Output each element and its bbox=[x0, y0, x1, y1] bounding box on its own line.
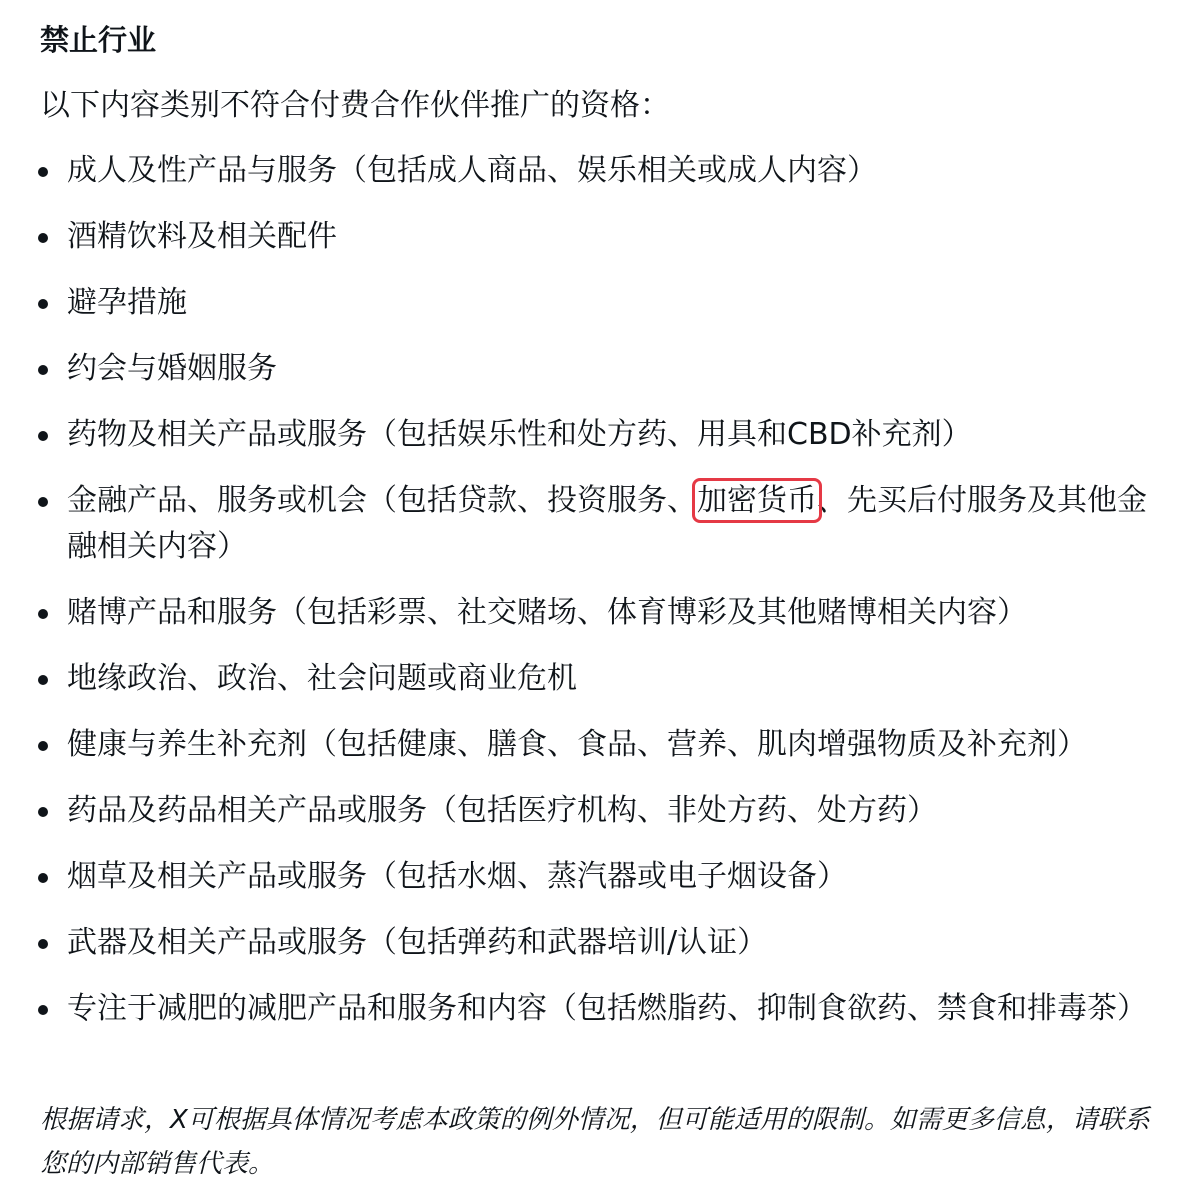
bullet-icon bbox=[38, 497, 48, 507]
list-item-text: 赌博产品和服务（包括彩票、社交赌场、体育博彩及其他赌博相关内容） bbox=[67, 595, 1027, 630]
bullet-icon bbox=[38, 431, 48, 441]
list-item bbox=[0, 214, 1200, 260]
list-item-text-after: 、先买后付服务及其他金融相关内容） bbox=[67, 483, 1147, 564]
list-item-text: 约会与婚姻服务 bbox=[67, 351, 277, 386]
list-item bbox=[0, 920, 1200, 966]
prohibited-industries-list bbox=[0, 148, 1200, 1052]
highlighted-crypto-text: 加密货币 bbox=[697, 483, 817, 518]
list-item bbox=[0, 722, 1200, 768]
list-item-text: 成人及性产品与服务（包括成人商品、娱乐相关或成人内容） bbox=[67, 153, 877, 188]
list-item bbox=[0, 148, 1200, 194]
bullet-icon bbox=[38, 167, 48, 177]
intro-text: 以下内容类别不符合付费合作伙伴推广的资格： bbox=[40, 88, 670, 123]
bullet-icon bbox=[38, 939, 48, 949]
bullet-icon bbox=[38, 807, 48, 817]
list-item-text: 酒精饮料及相关配件 bbox=[67, 219, 337, 254]
list-item-text: 药品及药品相关产品或服务（包括医疗机构、非处方药、处方药） bbox=[67, 793, 937, 828]
list-item bbox=[0, 656, 1200, 702]
bullet-icon bbox=[38, 233, 48, 243]
list-item bbox=[0, 854, 1200, 900]
bullet-icon bbox=[38, 873, 48, 883]
bullet-icon bbox=[38, 299, 48, 309]
list-item-text: 避孕措施 bbox=[67, 285, 187, 320]
list-item bbox=[0, 986, 1200, 1032]
section-title: 禁止行业 bbox=[40, 23, 157, 57]
list-item-text: 地缘政治、政治、社会问题或商业危机 bbox=[67, 661, 577, 696]
list-item-text: 武器及相关产品或服务（包括弹药和武器培训/认证） bbox=[67, 925, 768, 960]
bullet-icon bbox=[38, 365, 48, 375]
bullet-icon bbox=[38, 741, 48, 751]
list-item bbox=[0, 590, 1200, 636]
list-item-text: 专注于减肥的减肥产品和服务和内容（包括燃脂药、抑制食欲药、禁食和排毒茶） bbox=[67, 991, 1147, 1026]
list-item-text: 金融产品、服务或机会（包括贷款、投资服务、 bbox=[67, 483, 697, 518]
bullet-icon bbox=[38, 609, 48, 619]
list-item-text: 烟草及相关产品或服务（包括水烟、蒸汽器或电子烟设备） bbox=[67, 859, 847, 894]
list-item bbox=[0, 346, 1200, 392]
bullet-icon bbox=[38, 1005, 48, 1015]
list-item bbox=[0, 412, 1200, 458]
list-item bbox=[0, 788, 1200, 834]
list-item-finance bbox=[0, 478, 1200, 570]
list-item bbox=[0, 280, 1200, 326]
bullet-icon bbox=[38, 675, 48, 685]
footnote: 根据请求，X可根据具体情况考虑本政策的例外情况，但可能适用的限制。如需更多信息，请联系您的内部销售代表。 bbox=[40, 1105, 1150, 1179]
list-item-text: 健康与养生补充剂（包括健康、膳食、食品、营养、肌肉增强物质及补充剂） bbox=[67, 727, 1087, 762]
list-item-text: 药物及相关产品或服务（包括娱乐性和处方药、用具和CBD补充剂） bbox=[67, 417, 972, 452]
